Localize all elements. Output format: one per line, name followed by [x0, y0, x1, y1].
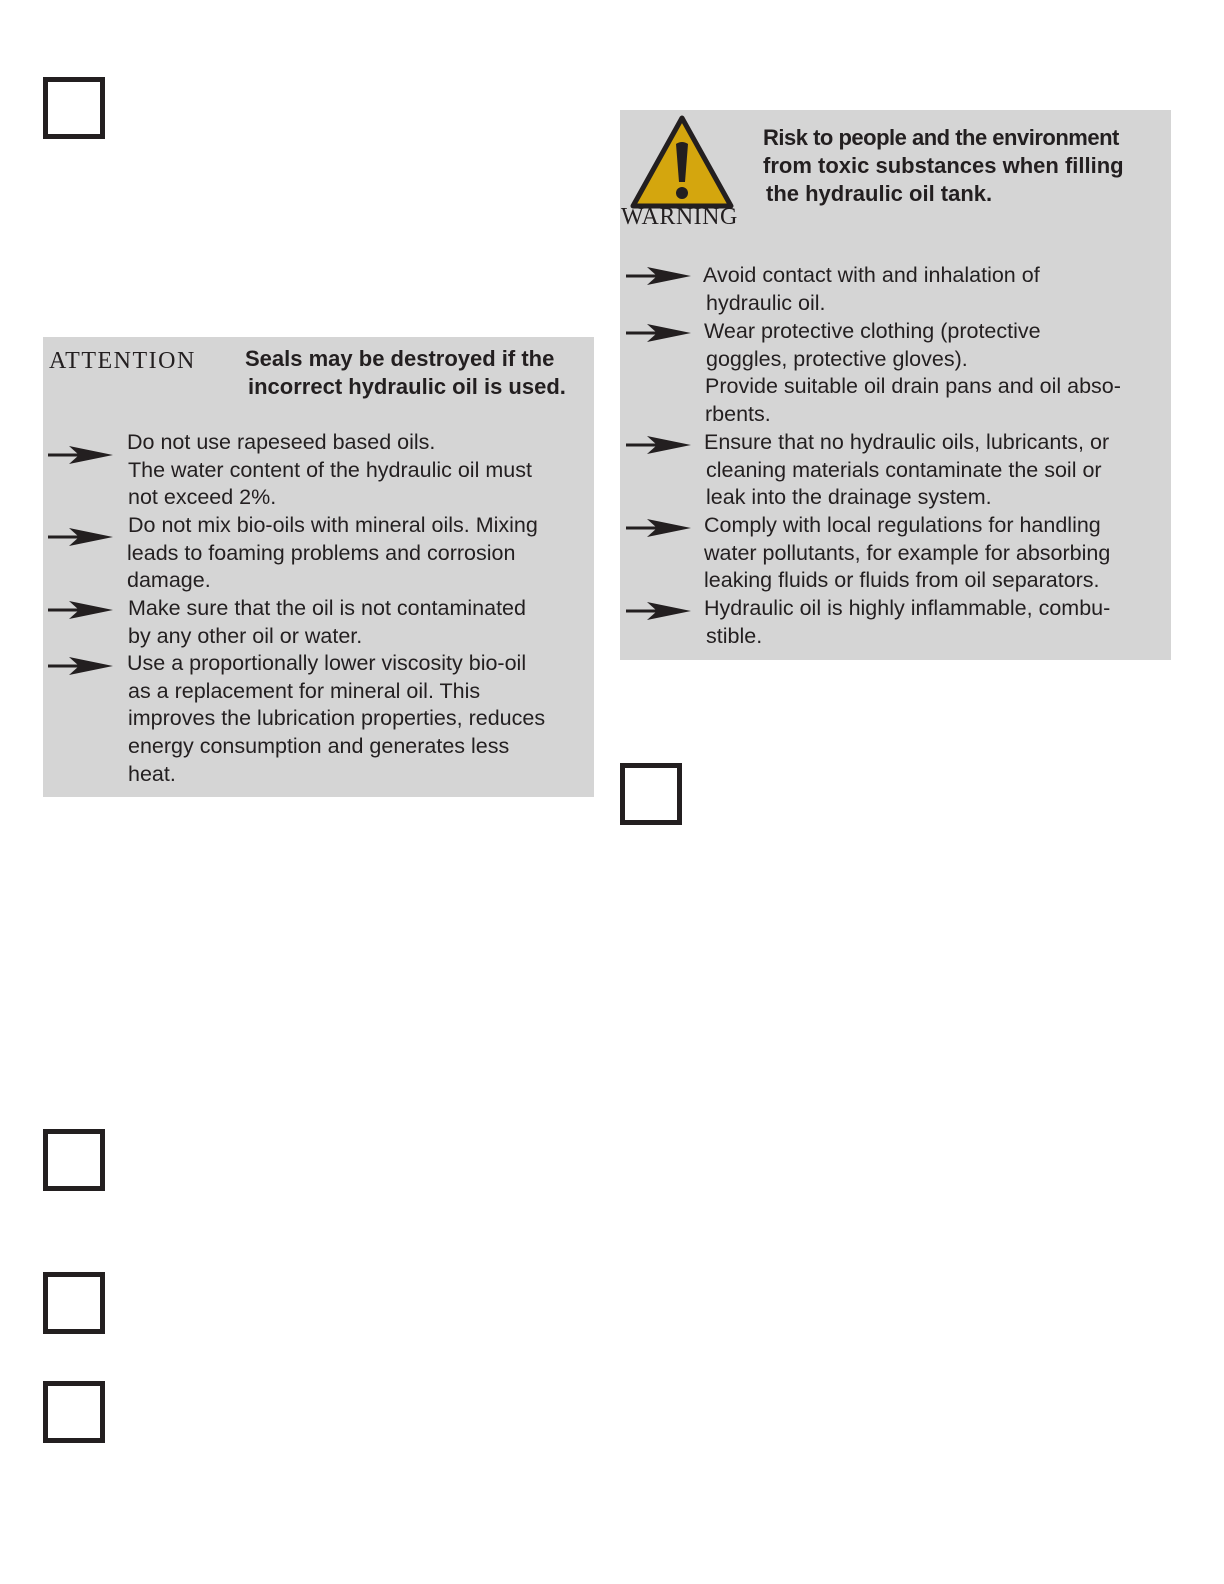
warning-item-line: Avoid contact with and inhalation of — [703, 263, 1040, 287]
attention-item-line: leads to foaming problems and corrosion — [127, 540, 516, 565]
warning-item-line: rbents. — [705, 402, 771, 427]
arrow-bullet-icon — [47, 655, 113, 677]
arrow-bullet-icon — [625, 322, 691, 344]
warning-item-line: Comply with local regulations for handling — [704, 513, 1101, 537]
arrow-bullet-icon — [47, 526, 113, 548]
attention-item-line: improves the lubrication properties, reduces — [128, 706, 546, 731]
warning-item — [704, 429, 1109, 512]
attention-item — [127, 429, 532, 512]
warning-header-line: Risk to people and the environment — [763, 125, 1119, 150]
attention-item — [128, 595, 526, 650]
attention-item-line: heat. — [128, 761, 176, 786]
warning-notice — [620, 110, 1171, 660]
attention-item-line: Do not mix bio-oils with mineral oils. Mixing — [128, 513, 538, 537]
warning-item-line: leaking fluids or fluids from oil separators. — [704, 568, 1100, 593]
attention-item-line: The water content of the hydraulic oil must — [128, 457, 532, 482]
attention-label: ATTENTION — [49, 348, 196, 374]
attention-item-line: Use a proportionally lower viscosity bio-oil — [127, 651, 527, 675]
warning-item — [703, 262, 1040, 317]
warning-item — [704, 318, 1121, 429]
attention-header — [245, 345, 595, 401]
warning-item-line: stible. — [706, 623, 763, 648]
attention-item-line: Make sure that the oil is not contaminated — [128, 596, 526, 620]
arrow-bullet-icon — [625, 600, 691, 622]
attention-item — [127, 512, 538, 595]
warning-item-line: hydraulic oil. — [706, 290, 826, 315]
attention-notice — [43, 337, 594, 797]
arrow-bullet-icon — [625, 517, 691, 539]
attention-item-line: not exceed 2%. — [128, 485, 277, 510]
checkbox-5[interactable] — [43, 1381, 105, 1443]
attention-item-line: by any other oil or water. — [128, 623, 363, 648]
warning-item-line: cleaning materials contaminate the soil or — [706, 457, 1102, 482]
warning-item-line: Hydraulic oil is highly inflammable, combu- — [704, 596, 1111, 620]
warning-header — [763, 124, 1163, 208]
warning-item — [704, 595, 1110, 650]
warning-item-line: goggles, protective gloves). — [706, 346, 968, 371]
attention-item-line: energy consumption and generates less — [128, 734, 510, 759]
attention-header-line: incorrect hydraulic oil is used. — [248, 374, 566, 399]
warning-header-line: from toxic substances when filling — [763, 153, 1124, 178]
warning-label: WARNING — [621, 204, 738, 230]
arrow-bullet-icon — [625, 265, 691, 287]
attention-item-line: as a replacement for mineral oil. This — [128, 678, 481, 703]
attention-item-line: damage. — [127, 568, 211, 593]
checkbox-2[interactable] — [620, 763, 682, 825]
warning-item-line: Wear protective clothing (protective — [704, 319, 1041, 343]
checkbox-3[interactable] — [43, 1129, 105, 1191]
warning-item — [704, 512, 1110, 595]
arrow-bullet-icon — [625, 434, 691, 456]
attention-item — [127, 650, 545, 789]
warning-triangle-icon — [630, 114, 734, 210]
arrow-bullet-icon — [47, 599, 113, 621]
warning-item-line: leak into the drainage system. — [706, 485, 992, 510]
checkbox-1[interactable] — [43, 77, 105, 139]
arrow-bullet-icon — [47, 444, 113, 466]
attention-header-line: Seals may be destroyed if the — [245, 346, 555, 371]
warning-item-line: Ensure that no hydraulic oils, lubricants, or — [704, 430, 1110, 454]
warning-item-line: Provide suitable oil drain pans and oil abso- — [705, 374, 1121, 399]
attention-item-line: Do not use rapeseed based oils. — [127, 430, 436, 454]
warning-item-line: water pollutants, for example for absorbing — [704, 540, 1111, 565]
checkbox-4[interactable] — [43, 1272, 105, 1334]
warning-header-line: the hydraulic oil tank. — [766, 181, 993, 206]
